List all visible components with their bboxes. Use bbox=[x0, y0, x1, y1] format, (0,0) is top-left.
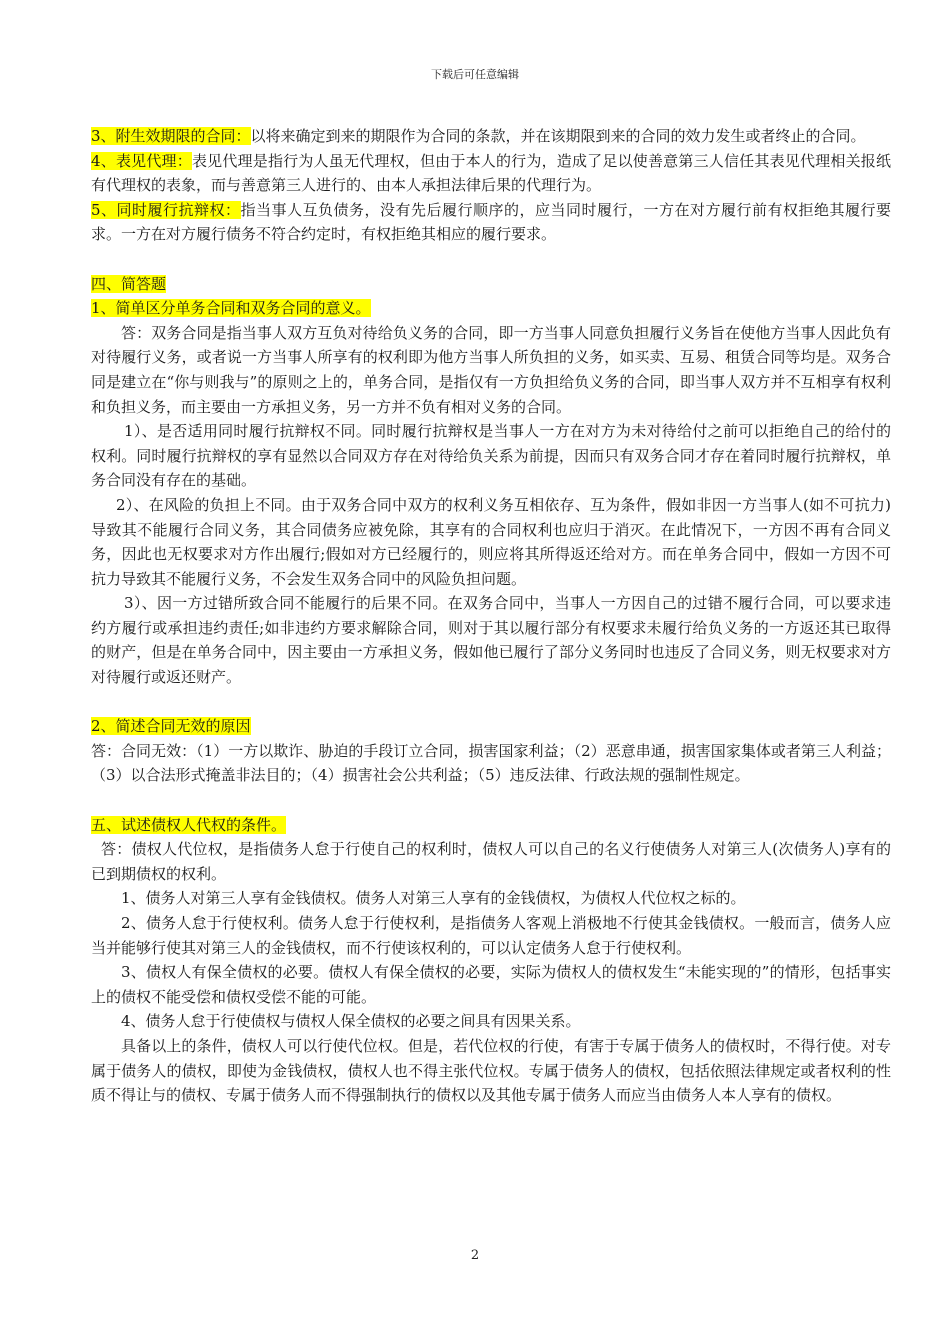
term-highlight: 4、表见代理： bbox=[91, 151, 192, 170]
page-number: 2 bbox=[470, 1248, 480, 1263]
section-5-heading bbox=[91, 813, 891, 838]
section-4-heading bbox=[91, 272, 891, 297]
definition-4 bbox=[91, 149, 891, 198]
question-title: 1、简单区分单务合同和双务合同的意义。 bbox=[91, 299, 371, 318]
spacer bbox=[91, 247, 891, 272]
condition-1: 1、债务人对第三人享有金钱债权。债务人对第三人享有的金钱债权，为债权人代位权之标的。 bbox=[121, 889, 746, 908]
section-title: 五、试述债权人代权的条件。 bbox=[91, 815, 287, 834]
spacer bbox=[91, 788, 891, 813]
question-2-answer: 答：合同无效：（1）一方以欺诈、胁迫的手段订立合同，损害国家利益；（2）恶意串通，损害国家集体或者第三人利益；（3）以合法形式掩盖非法目的；（4）损害社会公共利益；（5）违反法律、行政法规的强制性规定。 bbox=[91, 741, 891, 785]
section-5-answer: 答：债权人代位权，是指债务人怠于行使自己的权利时，债权人可以自己的名义行使债务人对第三人(次债务人)享有的已到期债权的权利。 bbox=[91, 840, 891, 883]
definition-text: 指当事人互负债务，没有先后履行顺序的，应当同时履行，一方在对方履行前有权拒绝其履行要求。一方在对方履行债务不符合约定时，有权拒绝其相应的履行要求。 bbox=[91, 200, 892, 244]
definition-3 bbox=[91, 124, 891, 149]
question-1-point-3: 3）、因一方过错所致合同不能履行的后果不同。在双务合同中，当事人一方因自己的过错不履行合同，可以要求违约方履行或承担违约责任;如非违约方要求解除合同，则对于其以履行部分有权要求未履行给负义务的一方返还其已取得的财产，但是在单务合同中，因主要由一方承担义务，假如他已履行了部分义务同时也违反了合同义务，则无权要求对方对待履行或返还财产。 bbox=[91, 594, 891, 687]
section-title: 四、简答题 bbox=[91, 274, 167, 293]
term-highlight: 3、附生效期限的合同： bbox=[91, 127, 251, 145]
question-title: 2、简述合同无效的原因 bbox=[91, 717, 251, 736]
question-1-answer: 答：双务合同是指当事人双方互负对待给负义务的合同，即一方当事人同意负担履行义务旨在使他方当事人因此负有对待履行义务，或者说一方当事人所享有的权利即为他方当事人所负担的义务，如买卖、互易、租赁合同等均是。双务合同是建立在“你与则我与”的原则之上的，单务合同，是指仅有一方负担给负义务的合同，即当事人双方并不互相享有权利和负担义务，而主要由一方承担义务，另一方并不负有相对义务的合同。 bbox=[91, 323, 891, 416]
term-highlight: 5、同时履行抗辩权： bbox=[91, 200, 241, 219]
definition-5 bbox=[91, 198, 891, 247]
question-1-heading bbox=[91, 296, 891, 321]
question-1-point-2: 2）、在风险的负担上不同。由于双务合同中双方的权利义务互相依存、互为条件，假如非因一方当事人(如不可抗力)导致其不能履行合同义务，其合同债务应被免除，其享有的合同权利也应归于消灭。在此情况下，一方因不再有合同义务，因此也无权要求对方作出履行;假如对方已经履行的，则应将其所得返还给对方。而在单务合同中，假如一方因不可抗力导致其不能履行义务，不会发生双务合同中的风险负担问题。 bbox=[91, 495, 891, 588]
section-5-summary: 具备以上的条件，债权人可以行使代位权。但是，若代位权的行使，有害于专属于债务人的债权时，不得行使。对专属于债务人的债权，即使为金钱债权，债权人也不得主张代位权。专属于债务人的债权，包括依照法律规定或者权利的性质不得让与的债权、专属于债务人而不得强制执行的债权以及其他专属于债务人而应当由债务人本人享有的债权。 bbox=[91, 1036, 891, 1105]
page-header: 下载后可任意编辑 bbox=[431, 68, 519, 81]
condition-4: 4、债务人怠于行使债权与债权人保全债权的必要之间具有因果关系。 bbox=[121, 1012, 581, 1031]
document-body bbox=[91, 124, 891, 1108]
question-2-heading bbox=[91, 714, 891, 739]
spacer bbox=[91, 690, 891, 715]
condition-3: 3、债权人有保全债权的必要。债权人有保全债权的必要，实际为债权人的债权发生“未能实现的”的情形，包括事实上的债权不能受偿和债权受偿不能的可能。 bbox=[91, 963, 891, 1006]
definition-text: 表见代理是指行为人虽无代理权，但由于本人的行为，造成了足以使善意第三人信任其表见代理相关报纸有代理权的表象，而与善意第三人进行的、由本人承担法律后果的代理行为。 bbox=[91, 151, 891, 195]
question-1-point-1: 1）、是否适用同时履行抗辩权不同。同时履行抗辩权是当事人一方在对方为未对待给付之前可以拒绝自己的给付的权利。同时履行抗辩权的享有显然以合同双方存在对待给负关系为前提，因而只有双务合同才存在着同时履行抗辩权，单务合同没有存在的基础。 bbox=[91, 422, 891, 490]
definition-text: 以将来确定到来的期限作为合同的条款，并在该期限到来的合同的效力发生或者终止的合同。 bbox=[250, 127, 866, 145]
condition-2: 2、债务人怠于行使权利。债务人怠于行使权利，是指债务人客观上消极地不行使其金钱债权。一般而言，债务人应当并能够行使其对第三人的金钱债权，而不行使该权利的，可以认定债务人怠于行使权利。 bbox=[91, 914, 891, 957]
